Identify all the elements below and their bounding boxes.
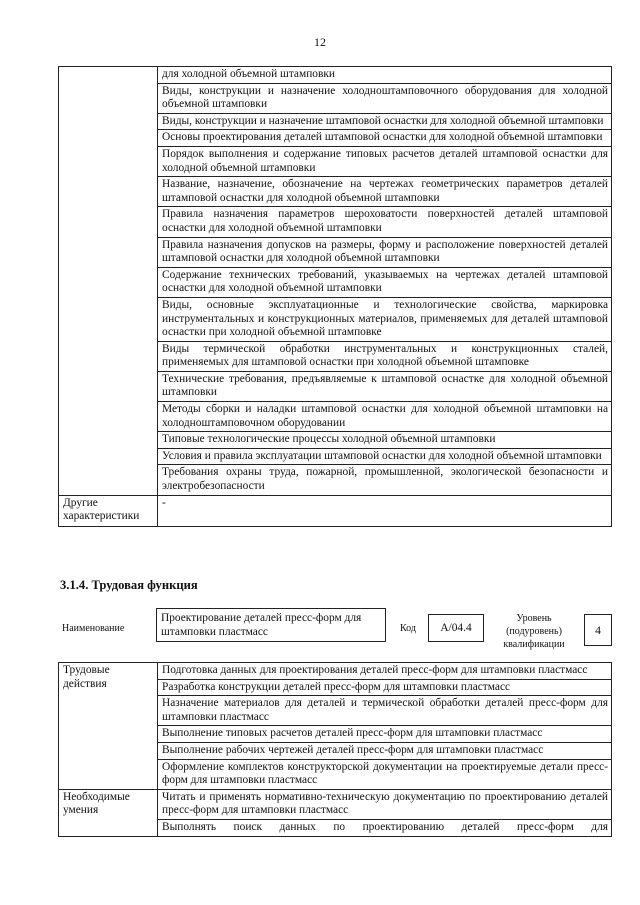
table-row xyxy=(59,495,612,526)
table-cell: Технические требования, предъявляемые к штамповой оснастке для холодной объемной штамповки xyxy=(158,371,612,401)
table-cell: Название, назначение, обозначение на чертежах геометрических параметров деталей штамповой оснастки для холодной объемной штамповки xyxy=(158,177,612,207)
table-cell: Виды, конструкции и назначение холодноштамповочного оборудования для холодной объемной штамповки xyxy=(158,83,612,113)
required-skills-label: Необходимые умения xyxy=(59,789,158,836)
table-row xyxy=(59,663,612,680)
table-cell: Основы проектирования деталей штамповой оснастки для холодной объемной штамповки xyxy=(158,130,612,147)
code-value: A/04.4 xyxy=(428,614,484,642)
table-cell: Правила назначения параметров шероховатости поверхностей деталей штамповой оснастки для холодной объемной штамповки xyxy=(158,207,612,237)
table-cell: Выполнять поиск данных по проектированию деталей пресс-форм для xyxy=(158,819,612,836)
table-row xyxy=(59,789,612,819)
level-label: Уровень (подуровень) квалификации xyxy=(503,613,565,650)
table-cell: Типовые технологические процессы холодной объемной штамповки xyxy=(158,432,612,449)
table-cell: Виды, конструкции и назначение штамповой оснастки для холодной объемной штамповки xyxy=(158,113,612,130)
other-characteristics-label: Другие характеристики xyxy=(59,495,158,526)
table-cell: для холодной объемной штамповки xyxy=(158,67,612,84)
name-label: Наименование xyxy=(62,623,125,634)
table-cell: Содержание технических требований, указываемых на чертежах деталей штамповой оснастки для холодной объемной штамповки xyxy=(158,267,612,297)
table-cell: Выполнение типовых расчетов деталей пресс-форм для штамповки пластмасс xyxy=(158,726,612,743)
table-cell: Порядок выполнения и содержание типовых расчетов деталей штамповой оснастки для холодной объемной штамповки xyxy=(158,146,612,176)
table-cell: Подготовка данных для проектирования деталей пресс-форм для штамповки пластмасс xyxy=(158,663,612,680)
level-value: 4 xyxy=(584,614,612,646)
table-cell: Виды, основные эксплуатационные и технологические свойства, маркировка инструментальных и конструкционных материалов, применяемых для деталей штамповой оснастки при холодной объемной штамповке xyxy=(158,297,612,341)
other-characteristics-value: - xyxy=(158,495,612,526)
table-row xyxy=(59,67,612,84)
table-cell: Правила назначения допусков на размеры, форму и расположение поверхностей деталей штамповой оснастки для холодной объемной штамповки xyxy=(158,237,612,267)
table-cell: Методы сборки и наладки штамповой оснастки для холодной объемной штамповки на холодноштамповочном оборудовании xyxy=(158,402,612,432)
section-title: 3.1.4. Трудовая функция xyxy=(60,578,198,592)
label-cell xyxy=(59,67,158,496)
table-cell: Назначение материалов для деталей и термической обработки деталей пресс-форм для штамповки пластмасс xyxy=(158,696,612,726)
table-cell: Читать и применять нормативно-техническую документацию по проектированию деталей пресс-форм для штамповки пластмасс xyxy=(158,789,612,819)
code-label: Код xyxy=(400,623,416,634)
table-cell: Условия и правила эксплуатации штамповой оснастки для холодной объемной штамповки xyxy=(158,448,612,465)
table-cell: Выполнение рабочих чертежей деталей пресс-форм для штамповки пластмасс xyxy=(158,742,612,759)
name-value: Проектирование деталей пресс-форм для штамповки пластмасс xyxy=(156,608,386,642)
table-cell: Оформление комплектов конструкторской документации на проектируемые детали пресс-форм для штамповки пластмасс xyxy=(158,759,612,789)
knowledge-table xyxy=(58,66,612,527)
table-cell: Требования охраны труда, пожарной, промышленной, экологической безопасности и электробезопасности xyxy=(158,465,612,495)
table-cell: Разработка конструкции деталей пресс-форм для штамповки пластмасс xyxy=(158,679,612,696)
page-number: 12 xyxy=(314,35,326,49)
table-cell: Виды термической обработки инструментальных и конструкционных сталей, применяемых для штамповой оснастки при холодной объемной штамповке xyxy=(158,341,612,371)
actions-skills-table xyxy=(58,662,612,837)
labor-actions-label: Трудовые действия xyxy=(59,663,158,790)
